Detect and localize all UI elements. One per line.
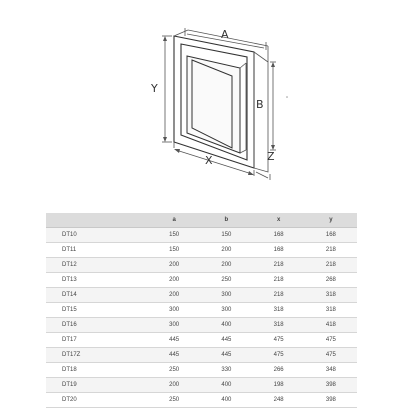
cell-x: 248 — [253, 393, 305, 408]
cell-x: 218 — [253, 273, 305, 288]
cell-a: 300 — [148, 303, 200, 318]
cell-y: 268 — [305, 273, 357, 288]
cell-b: 400 — [200, 318, 252, 333]
cell-a: 250 — [148, 393, 200, 408]
cell-a: 150 — [148, 243, 200, 258]
cell-y: 318 — [305, 288, 357, 303]
cell-b: 445 — [200, 333, 252, 348]
cell-x: 318 — [253, 318, 305, 333]
dimension-y — [150, 36, 172, 142]
cell-a: 445 — [148, 348, 200, 363]
table-row — [46, 288, 357, 303]
cell-x: 475 — [253, 333, 305, 348]
cell-x: 198 — [253, 378, 305, 393]
cell-model: DT14 — [46, 288, 148, 303]
cell-a: 200 — [148, 258, 200, 273]
cell-b: 400 — [200, 393, 252, 408]
cell-b: 330 — [200, 363, 252, 378]
table-row — [46, 348, 357, 363]
cell-model: DT13 — [46, 273, 148, 288]
cell-a: 150 — [148, 228, 200, 243]
cell-y: 475 — [305, 333, 357, 348]
cell-a: 200 — [148, 378, 200, 393]
scan-dot — [286, 96, 288, 98]
column-header-y: y — [305, 213, 357, 228]
cell-x: 218 — [253, 258, 305, 273]
table-row — [46, 303, 357, 318]
cell-b: 300 — [200, 303, 252, 318]
cell-b: 200 — [200, 243, 252, 258]
dimension-z — [254, 150, 275, 180]
cell-a: 445 — [148, 333, 200, 348]
table-row — [46, 333, 357, 348]
cell-model: DT12 — [46, 258, 148, 273]
column-header-model — [46, 213, 148, 228]
cell-y: 475 — [305, 348, 357, 363]
cell-y: 168 — [305, 228, 357, 243]
dimension-label-b: B — [256, 98, 264, 111]
dimension-label-y: Y — [151, 82, 158, 95]
technical-drawing — [0, 0, 400, 200]
dimension-label-x: X — [205, 154, 213, 167]
dimension-label-z: Z — [267, 150, 275, 163]
cell-x: 266 — [253, 363, 305, 378]
table-row — [46, 228, 357, 243]
dimensions-table — [46, 213, 357, 408]
cell-x: 475 — [253, 348, 305, 363]
cell-a: 200 — [148, 288, 200, 303]
cell-b: 300 — [200, 288, 252, 303]
cell-model: DT10 — [46, 228, 148, 243]
cell-model: DT15 — [46, 303, 148, 318]
cell-y: 218 — [305, 258, 357, 273]
dimension-label-a: A — [221, 28, 229, 41]
cell-model: DT19 — [46, 378, 148, 393]
cell-b: 250 — [200, 273, 252, 288]
cell-model: DT11 — [46, 243, 148, 258]
cell-model: DT17 — [46, 333, 148, 348]
cell-y: 398 — [305, 393, 357, 408]
column-header-a: a — [148, 213, 200, 228]
cell-model: DT17Z — [46, 348, 148, 363]
cell-y: 218 — [305, 243, 357, 258]
cell-x: 168 — [253, 243, 305, 258]
table-row — [46, 273, 357, 288]
cell-b: 400 — [200, 378, 252, 393]
table-row — [46, 258, 357, 273]
cell-a: 300 — [148, 318, 200, 333]
table-row — [46, 378, 357, 393]
cell-x: 168 — [253, 228, 305, 243]
cell-model: DT16 — [46, 318, 148, 333]
table-row — [46, 393, 357, 408]
table-row — [46, 318, 357, 333]
column-header-b: b — [200, 213, 252, 228]
cell-b: 200 — [200, 258, 252, 273]
cell-y: 348 — [305, 363, 357, 378]
cell-y: 398 — [305, 378, 357, 393]
cell-b: 150 — [200, 228, 252, 243]
cell-b: 445 — [200, 348, 252, 363]
cell-x: 318 — [253, 303, 305, 318]
cell-a: 200 — [148, 273, 200, 288]
cell-y: 418 — [305, 318, 357, 333]
table-header-row — [46, 213, 357, 228]
cell-model: DT18 — [46, 363, 148, 378]
column-header-x: x — [253, 213, 305, 228]
table-row — [46, 363, 357, 378]
dimension-b — [256, 62, 276, 150]
cell-a: 250 — [148, 363, 200, 378]
table-row — [46, 243, 357, 258]
cell-model: DT20 — [46, 393, 148, 408]
cell-x: 218 — [253, 288, 305, 303]
cell-y: 318 — [305, 303, 357, 318]
